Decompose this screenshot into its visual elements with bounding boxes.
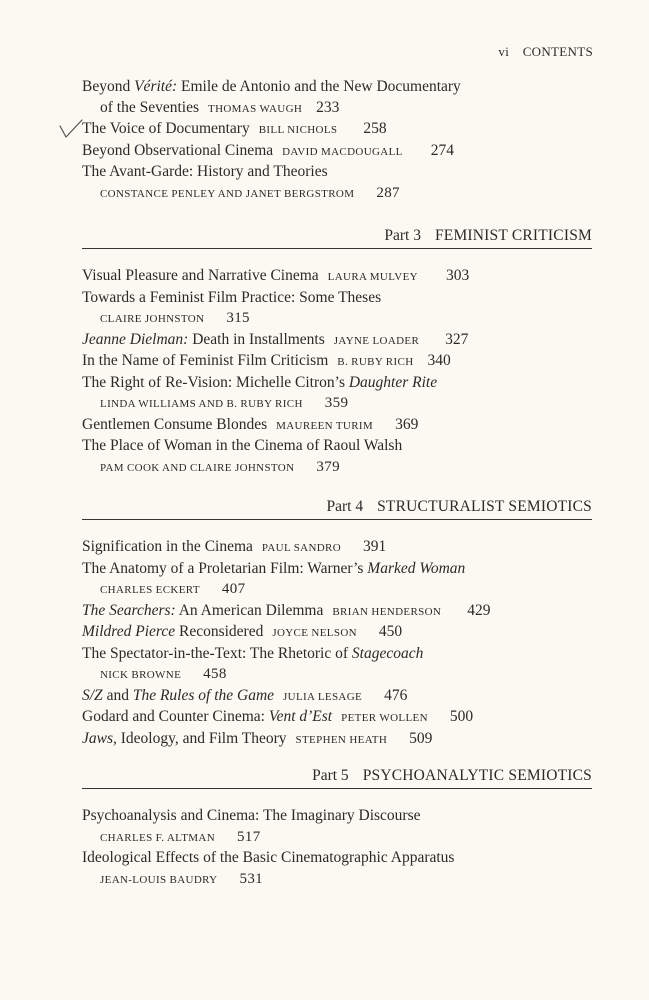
author: CLAIRE JOHNSTON <box>100 313 205 325</box>
toc-entry[interactable]: Jeanne Dielman: Death in Installments JAYNE LOADER 327 <box>82 330 469 348</box>
header-page-number: vi <box>498 44 510 59</box>
page-number: 429 <box>467 601 491 619</box>
toc-entry[interactable]: The Anatomy of a Proletarian Film: Warner’s Marked Woman <box>82 559 466 577</box>
part-5-entries <box>82 806 592 890</box>
author: JEAN-LOUIS BAUDRY <box>100 873 218 886</box>
page-number: 359 <box>324 395 349 411</box>
page-number: 287 <box>376 184 400 201</box>
toc-entry[interactable]: Gentlemen Consume Blondes MAUREEN TURIM 369 <box>82 415 419 433</box>
author: B. RUBY RICH <box>337 356 414 368</box>
part-3-entries <box>82 266 592 478</box>
toc-author-line[interactable] <box>82 827 592 849</box>
author: JULIA LESAGE <box>283 690 363 703</box>
page-number: 458 <box>203 666 227 682</box>
documentary-entries <box>82 77 592 204</box>
page-number: 450 <box>378 623 403 640</box>
author: THOMAS WAUGH <box>208 102 303 115</box>
author: CHARLES F. ALTMAN <box>100 831 215 844</box>
page-number: 258 <box>363 120 387 137</box>
author: PAUL SANDRO <box>261 542 342 554</box>
toc-author-line[interactable] <box>82 183 592 205</box>
toc-entry[interactable]: The Voice of Documentary BILL NICHOLS 258 <box>82 120 387 137</box>
toc-entry[interactable]: The Searchers: An American Dilemma BRIAN HENDERSON 429 <box>82 601 491 619</box>
author: JAYNE LOADER <box>333 334 420 347</box>
toc-entry[interactable]: Beyond Observational Cinema DAVID MACDOUGALL 274 <box>82 141 454 159</box>
author: LAURA MULVEY <box>327 271 418 283</box>
page-number: 517 <box>237 828 261 845</box>
author: JOYCE NELSON <box>272 627 357 639</box>
toc-entry[interactable]: Godard and Counter Cinema: Vent d’Est PETER WOLLEN 500 <box>82 708 474 725</box>
toc-author-line[interactable] <box>82 393 592 415</box>
running-header <box>498 44 593 60</box>
page-number: 274 <box>430 141 454 159</box>
author: MAUREEN TURIM <box>276 419 374 432</box>
toc-author-line[interactable] <box>82 869 592 891</box>
toc-author-line[interactable] <box>82 664 592 686</box>
toc-entry[interactable]: Towards a Feminist Film Practice: Some Theses <box>82 288 382 306</box>
page-number: 509 <box>409 729 433 747</box>
toc-entry[interactable]: Visual Pleasure and Narrative Cinema LAURA MULVEY 303 <box>82 267 470 284</box>
header-title: CONTENTS <box>522 44 593 59</box>
page-number: 315 <box>226 310 250 326</box>
author: CONSTANCE PENLEY AND JANET BERGSTROM <box>100 187 355 200</box>
toc-entry[interactable]: Jaws, Ideology, and Film Theory STEPHEN HEATH 509 <box>82 729 433 747</box>
toc-entry[interactable]: In the Name of Feminist Film Criticism B. RUBY RICH 340 <box>82 352 451 369</box>
toc-entry[interactable]: S/Z and The Rules of the Game JULIA LESAGE 476 <box>82 686 408 704</box>
toc-entry[interactable]: Psychoanalysis and Cinema: The Imaginary Discourse <box>82 807 421 824</box>
toc-entry[interactable]: The Right of Re-Vision: Michelle Citron’s Daughter Rite <box>82 373 438 391</box>
toc-entry[interactable]: Signification in the Cinema PAUL SANDRO 391 <box>82 538 387 555</box>
page-number: 391 <box>363 538 387 555</box>
handwritten-check-mark <box>58 118 84 140</box>
author: BRIAN HENDERSON <box>332 605 442 618</box>
toc-entry[interactable]: The Place of Woman in the Cinema of Raoul Walsh <box>82 437 403 454</box>
author: CHARLES ECKERT <box>100 584 200 596</box>
author: NICK BROWNE <box>100 669 182 681</box>
part-4-entries <box>82 537 592 750</box>
page-number: 476 <box>384 686 408 704</box>
author: DAVID MACDOUGALL <box>282 145 403 158</box>
page-number: 340 <box>427 352 451 369</box>
author: PETER WOLLEN <box>341 712 428 724</box>
author: LINDA WILLIAMS AND B. RUBY RICH <box>100 398 303 410</box>
part-4-heading: Part 4 STRUCTURALIST SEMIOTICS <box>82 498 592 520</box>
page-number: 303 <box>445 267 470 284</box>
part-5-heading: Part 5 PSYCHOANALYTIC SEMIOTICS <box>82 767 592 789</box>
toc-author-line[interactable] <box>82 579 592 601</box>
toc-entry[interactable]: The Spectator-in-the-Text: The Rhetoric of Stagecoach <box>82 644 424 662</box>
toc-entry[interactable]: The Avant-Garde: History and Theories <box>82 163 328 180</box>
toc-entry[interactable]: Ideological Effects of the Basic Cinematographic Apparatus <box>82 849 455 866</box>
author: BILL NICHOLS <box>258 124 338 136</box>
page-number: 500 <box>449 708 474 725</box>
author: STEPHEN HEATH <box>295 733 388 746</box>
author: PAM COOK AND CLAIRE JOHNSTON <box>100 461 295 474</box>
page-number: 233 <box>316 98 340 116</box>
page-number: 379 <box>316 458 340 475</box>
page-number: 369 <box>395 415 419 433</box>
toc-author-line[interactable] <box>82 308 592 330</box>
part-3-heading: Part 3 FEMINIST CRITICISM <box>82 227 592 249</box>
toc-author-line[interactable] <box>82 457 592 479</box>
page-number: 531 <box>239 870 264 887</box>
toc-entry[interactable]: Beyond Vérité: Emile de Antonio and the New Documentary <box>82 78 461 95</box>
page-number: 407 <box>221 581 246 597</box>
toc-entry-continuation[interactable]: of the Seventies THOMAS WAUGH 233 <box>100 98 340 116</box>
toc-entry[interactable]: Mildred Pierce Reconsidered JOYCE NELSON 450 <box>82 623 403 640</box>
page-number: 327 <box>445 330 469 348</box>
